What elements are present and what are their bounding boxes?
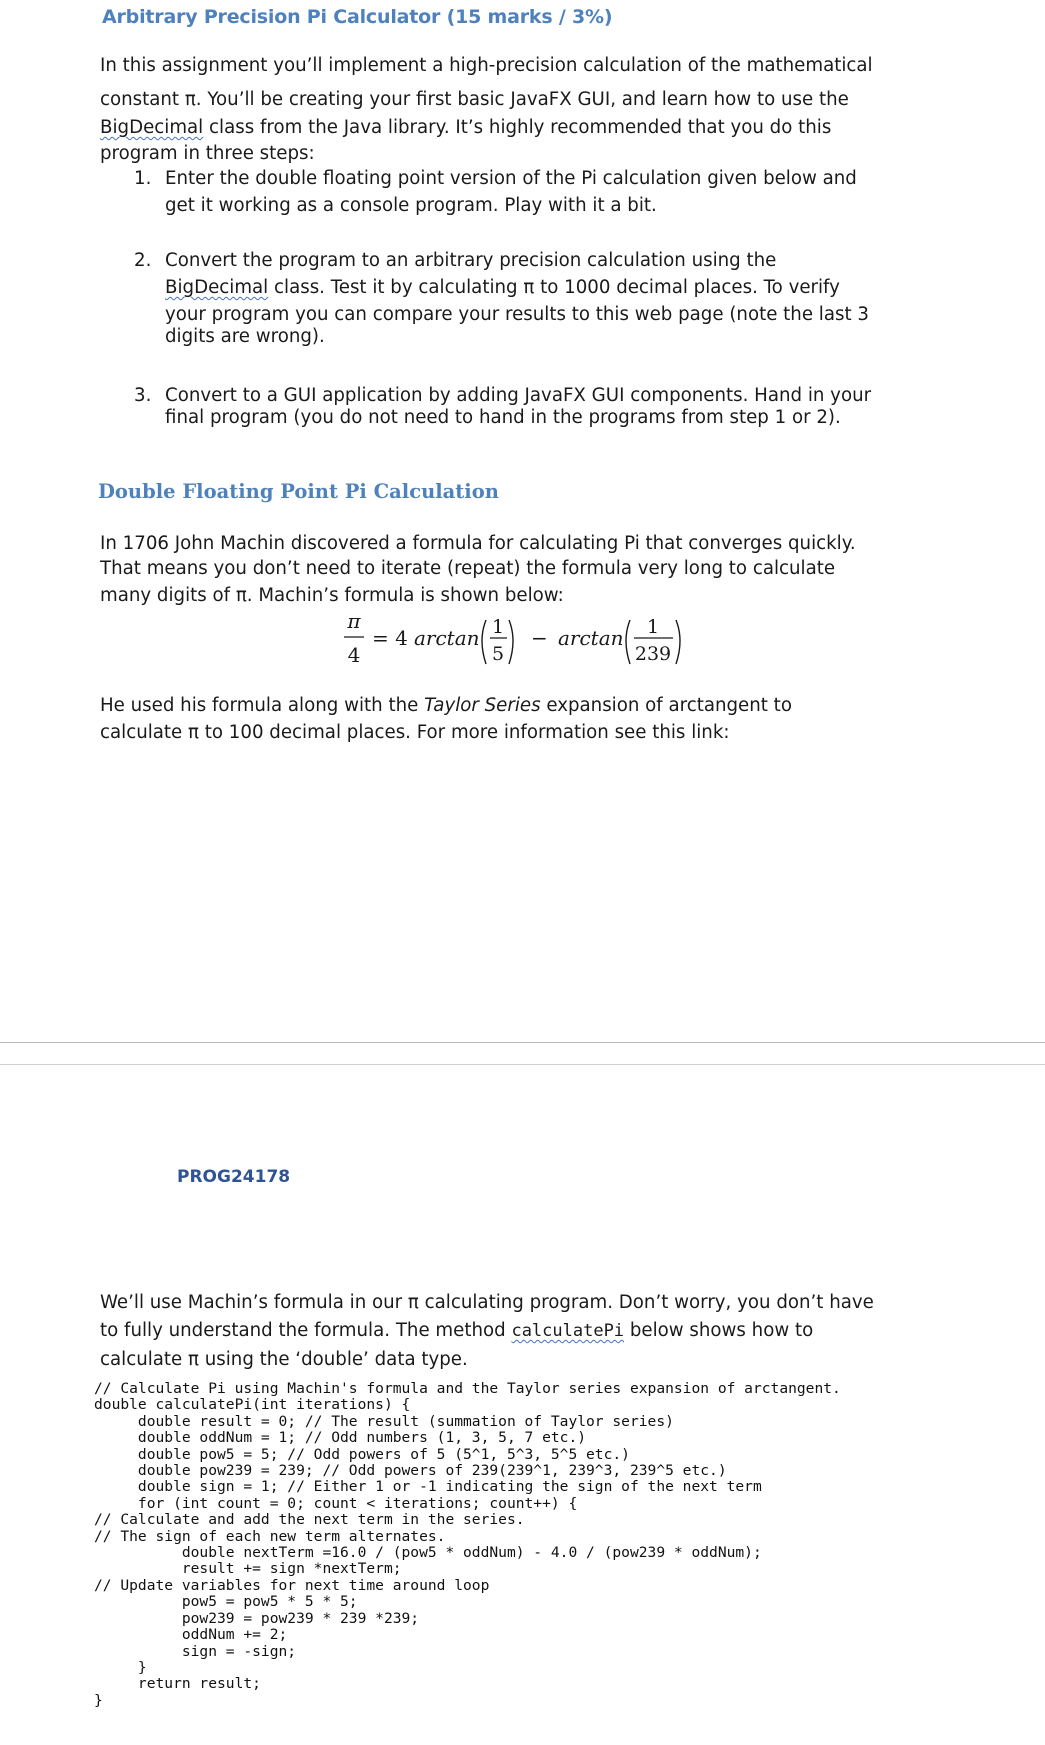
- code-line: double oddNum = 1; // Odd numbers (1, 3, 5, 7 etc.): [94, 1429, 587, 1447]
- taylor-line-2: calculate π to 100 decimal places. For more information see this link:: [100, 722, 730, 743]
- page-break-line: [0, 1064, 1045, 1065]
- code-line: oddNum += 2;: [94, 1626, 288, 1644]
- code-block: [94, 1381, 841, 1709]
- formula-lhs-denominator: 4: [347, 643, 361, 667]
- formula-frac2-denominator: 239: [634, 643, 672, 665]
- step-2-line-4: digits are wrong).: [165, 326, 325, 347]
- code-line: double pow5 = 5; // Odd powers of 5 (5^1, 5^3, 5^5 etc.): [94, 1445, 630, 1463]
- step-number: 2.: [134, 250, 152, 271]
- section-heading: Double Floating Point Pi Calculation: [98, 480, 499, 503]
- taylor-series-term: Taylor Series: [424, 695, 541, 716]
- intro-line-3-rest: class from the Java library. It’s highly recommended that you do this: [203, 117, 832, 138]
- step-2-line-1: Convert the program to an arbitrary precision calculation using the: [165, 250, 777, 271]
- intro-line-3: [100, 114, 940, 141]
- formula-arctan-1: arctan: [414, 626, 480, 650]
- code-line: // Calculate Pi using Machin's formula and the Taylor series expansion of arctangent.: [94, 1380, 841, 1397]
- intro-line-2: constant π. You’ll be creating your first basic JavaFX GUI, and learn how to use the: [100, 89, 849, 110]
- use-line-3: calculate π using the ‘double’ data type.: [100, 1349, 468, 1370]
- step-3-line-1: Convert to a GUI application by adding JavaFX GUI components. Hand in your: [165, 385, 872, 406]
- code-line: double nextTerm =16.0 / (pow5 * oddNum) - 4.0 / (pow239 * oddNum);: [94, 1544, 762, 1562]
- machin-line-2: That means you don’t need to iterate (repeat) the formula very long to calculate: [100, 558, 836, 579]
- code-line: }: [94, 1691, 103, 1709]
- code-line: pow5 = pow5 * 5 * 5;: [94, 1593, 358, 1611]
- formula-minus: −: [531, 626, 548, 650]
- bigdecimal-term: BigDecimal: [100, 117, 204, 138]
- formula-frac2-numerator: 1: [646, 616, 660, 638]
- code-line: double calculatePi(int iterations) {: [94, 1396, 411, 1414]
- machin-line-1: In 1706 John Machin discovered a formula for calculating Pi that converges quickly.: [100, 533, 856, 554]
- formula-arctan-2: arctan: [558, 626, 624, 650]
- code-line: double pow239 = 239; // Odd powers of 239(239^1, 239^3, 239^5 etc.): [94, 1462, 727, 1480]
- calculatepi-term: calculatePi: [511, 1321, 625, 1341]
- bigdecimal-term: BigDecimal: [165, 277, 269, 298]
- code-line: // The sign of each new term alternates.: [94, 1527, 446, 1545]
- taylor-line-1: He used his formula along with the Taylor Series expansion of arctangent to: [100, 695, 792, 716]
- step-1-line-1: Enter the double floating point version of the Pi calculation given below and: [165, 168, 857, 189]
- code-line: double result = 0; // The result (summation of Taylor series): [94, 1412, 674, 1430]
- step-3-line-2: final program (you do not need to hand in the programs from step 1 or 2).: [165, 407, 841, 428]
- code-line: pow239 = pow239 * 239 *239;: [94, 1609, 420, 1627]
- code-line: for (int count = 0; count < iterations; count++) {: [94, 1494, 578, 1512]
- step-number: 1.: [134, 168, 152, 189]
- formula-lhs-numerator: π: [347, 609, 361, 633]
- course-code: PROG24178: [177, 1167, 291, 1187]
- page-title: Arbitrary Precision Pi Calculator (15 marks / 3%): [102, 6, 613, 28]
- step-1-line-2: get it working as a console program. Play with it a bit.: [165, 195, 657, 216]
- code-line: return result;: [94, 1675, 261, 1693]
- code-line: result += sign *nextTerm;: [94, 1560, 402, 1578]
- formula-frac1-denominator: 5: [491, 643, 505, 665]
- use-line-2: to fully understand the formula. The method calculatePi below shows how to: [100, 1320, 814, 1341]
- step-2-line-2: BigDecimal class. Test it by calculating π to 1000 decimal places. To verify: [165, 277, 840, 298]
- machin-formula: [340, 600, 720, 672]
- formula-equals: = 4: [372, 626, 408, 650]
- code-line: }: [94, 1658, 147, 1676]
- step-number: 3.: [134, 385, 152, 406]
- code-line: // Calculate and add the next term in the series.: [94, 1511, 525, 1529]
- intro-line-4: program in three steps:: [100, 143, 315, 164]
- code-line: // Update variables for next time around loop: [94, 1576, 490, 1594]
- formula-frac1-numerator: 1: [491, 616, 505, 638]
- intro-line-1: In this assignment you’ll implement a high-precision calculation of the mathematical: [100, 55, 873, 76]
- code-line: sign = -sign;: [94, 1642, 297, 1660]
- machin-line-3: many digits of π. Machin’s formula is shown below:: [100, 585, 564, 606]
- page-break-line: [0, 1042, 1045, 1043]
- step-2-line-3: your program you can compare your results to this web page (note the last 3: [165, 304, 869, 325]
- code-line: double sign = 1; // Either 1 or -1 indicating the sign of the next term: [94, 1478, 762, 1496]
- use-line-1: We’ll use Machin’s formula in our π calculating program. Don’t worry, you don’t have: [100, 1292, 874, 1313]
